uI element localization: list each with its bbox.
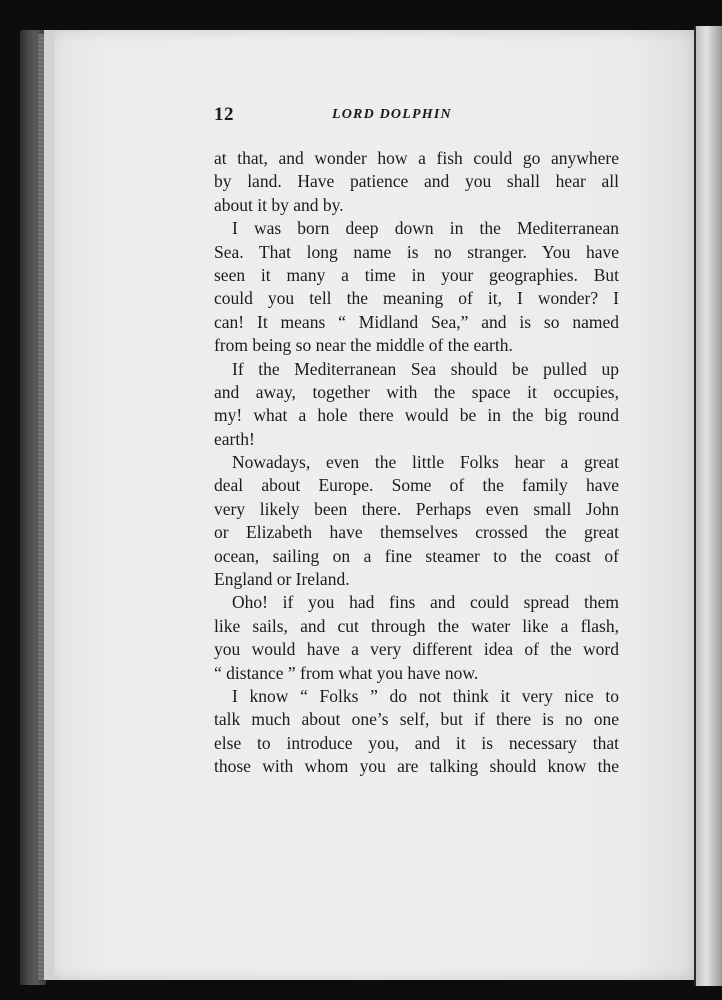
text-line: else to introduce you, and it is necessary that bbox=[214, 732, 619, 753]
text-line: very likely been there. Perhaps even small John bbox=[214, 498, 619, 519]
text-line: can! It means “ Midland Sea,” and is so named bbox=[214, 311, 619, 332]
page-gutter bbox=[44, 30, 54, 980]
text-line: England or Ireland. bbox=[214, 569, 350, 590]
text-line: If the Mediterranean Sea should be pulled up bbox=[232, 358, 619, 379]
text-line: I know “ Folks ” do not think it very nice to bbox=[232, 685, 619, 706]
next-page-edge bbox=[696, 26, 722, 986]
text-line: ocean, sailing on a fine steamer to the coast of bbox=[214, 545, 619, 566]
text-line: Nowadays, even the little Folks hear a great bbox=[232, 452, 619, 473]
text-line: you would have a very different idea of the word bbox=[214, 639, 619, 660]
text-line: from being so near the middle of the earth. bbox=[214, 335, 513, 356]
text-line: earth! bbox=[214, 428, 255, 449]
body-text bbox=[214, 147, 619, 779]
running-head: LORD DOLPHIN bbox=[332, 107, 452, 122]
text-line: by land. Have patience and you shall hear all bbox=[214, 171, 619, 192]
text-line: could you tell the meaning of it, I wonder? I bbox=[214, 288, 619, 309]
text-line: seen it many a time in your geographies. But bbox=[214, 264, 619, 285]
page-number: 12 bbox=[214, 104, 234, 125]
text-line: those with whom you are talking should know the bbox=[214, 756, 619, 777]
text-line: and away, together with the space it occupies, bbox=[214, 381, 619, 402]
text-line: like sails, and cut through the water like a flash, bbox=[214, 615, 619, 636]
text-line: “ distance ” from what you have now. bbox=[214, 662, 479, 683]
text-line: I was born deep down in the Mediterranean bbox=[232, 218, 619, 239]
text-line: Oho! if you had fins and could spread them bbox=[232, 592, 619, 613]
text-line: my! what a hole there would be in the big round bbox=[214, 405, 619, 426]
text-line: or Elizabeth have themselves crossed the great bbox=[214, 522, 619, 543]
text-line: Sea. That long name is no stranger. You have bbox=[214, 241, 619, 262]
text-line: deal about Europe. Some of the family have bbox=[214, 475, 619, 496]
text-line: at that, and wonder how a fish could go anywhere bbox=[214, 148, 619, 168]
text-line: about it by and by. bbox=[214, 194, 344, 215]
page-header bbox=[214, 104, 619, 130]
text-line: talk much about one’s self, but if there is no one bbox=[214, 709, 619, 730]
